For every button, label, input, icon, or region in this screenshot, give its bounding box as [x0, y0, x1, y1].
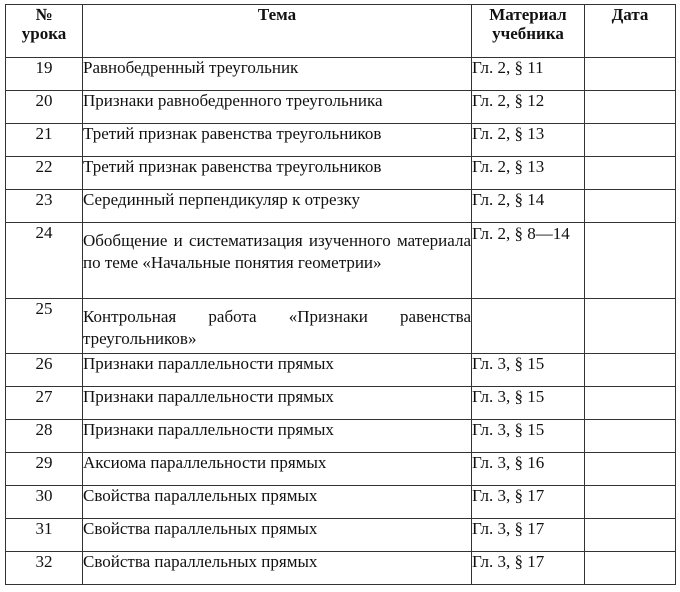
- table-row: [6, 91, 676, 124]
- header-date: Дата: [585, 5, 676, 58]
- table-row: [6, 190, 676, 223]
- topic-cell: Признаки равнобедренного треугольника: [83, 91, 472, 124]
- header-lesson-number: [6, 5, 83, 58]
- lesson-number-cell: 27: [6, 387, 83, 420]
- date-cell: [585, 453, 676, 486]
- material-cell: Гл. 3, § 17: [472, 552, 585, 585]
- date-cell: [585, 299, 676, 354]
- topic-cell: Свойства параллельных прямых: [83, 519, 472, 552]
- topic-cell: Контрольная работа «Признаки равенства треугольников»: [83, 299, 472, 354]
- topic-cell: Третий признак равенства треугольников: [83, 157, 472, 190]
- table-row: [6, 58, 676, 91]
- table-header-row: [6, 5, 676, 58]
- lesson-number-cell: 20: [6, 91, 83, 124]
- material-cell: Гл. 3, § 16: [472, 453, 585, 486]
- material-cell: Гл. 3, § 17: [472, 519, 585, 552]
- material-cell: Гл. 2, § 13: [472, 157, 585, 190]
- lesson-plan-table: [5, 4, 676, 585]
- material-cell: Гл. 3, § 17: [472, 486, 585, 519]
- header-material-line2: учебника: [492, 24, 564, 43]
- table-row: [6, 519, 676, 552]
- material-cell: Гл. 2, § 11: [472, 58, 585, 91]
- topic-cell: Признаки параллельности прямых: [83, 387, 472, 420]
- topic-cell: Аксиома параллельности прямых: [83, 453, 472, 486]
- date-cell: [585, 552, 676, 585]
- table-row: [6, 157, 676, 190]
- date-cell: [585, 519, 676, 552]
- table-row: [6, 354, 676, 387]
- lesson-number-cell: 30: [6, 486, 83, 519]
- date-cell: [585, 387, 676, 420]
- material-cell: Гл. 3, § 15: [472, 354, 585, 387]
- material-cell: Гл. 2, § 12: [472, 91, 585, 124]
- topic-cell: Третий признак равенства треугольников: [83, 124, 472, 157]
- table-row: [6, 387, 676, 420]
- date-cell: [585, 157, 676, 190]
- lesson-number-cell: 19: [6, 58, 83, 91]
- table-row: [6, 299, 676, 354]
- header-topic: Тема: [83, 5, 472, 58]
- table-row: [6, 486, 676, 519]
- lesson-number-cell: 29: [6, 453, 83, 486]
- lesson-number-cell: 24: [6, 223, 83, 299]
- table-row: [6, 124, 676, 157]
- header-lesson-number-line2: урока: [21, 24, 67, 43]
- topic-cell: Свойства параллельных прямых: [83, 486, 472, 519]
- lesson-number-cell: 22: [6, 157, 83, 190]
- topic-cell: Свойства параллельных прямых: [83, 552, 472, 585]
- lesson-number-cell: 21: [6, 124, 83, 157]
- lesson-number-cell: 31: [6, 519, 83, 552]
- table-row: [6, 552, 676, 585]
- header-material-line1: Материал: [489, 5, 567, 24]
- material-cell: Гл. 2, § 13: [472, 124, 585, 157]
- topic-cell: Признаки параллельности прямых: [83, 354, 472, 387]
- lesson-number-cell: 23: [6, 190, 83, 223]
- lesson-number-cell: 25: [6, 299, 83, 354]
- date-cell: [585, 124, 676, 157]
- date-cell: [585, 58, 676, 91]
- lesson-number-cell: 32: [6, 552, 83, 585]
- material-cell: Гл. 2, § 14: [472, 190, 585, 223]
- date-cell: [585, 420, 676, 453]
- table-row: [6, 453, 676, 486]
- topic-cell: Обобщение и систематизация изученного материала по теме «Начальные понятия геометрии»: [83, 223, 472, 299]
- lesson-number-cell: 28: [6, 420, 83, 453]
- date-cell: [585, 223, 676, 299]
- date-cell: [585, 190, 676, 223]
- topic-cell: Равнобедренный треугольник: [83, 58, 472, 91]
- date-cell: [585, 91, 676, 124]
- material-cell: Гл. 2, § 8—14: [472, 223, 585, 299]
- date-cell: [585, 354, 676, 387]
- material-cell: Гл. 3, § 15: [472, 420, 585, 453]
- table-row: [6, 223, 676, 299]
- topic-cell: Признаки параллельности прямых: [83, 420, 472, 453]
- table-row: [6, 420, 676, 453]
- topic-cell: Серединный перпендикуляр к отрезку: [83, 190, 472, 223]
- lesson-number-cell: 26: [6, 354, 83, 387]
- material-cell: Гл. 3, § 15: [472, 387, 585, 420]
- material-cell: [472, 299, 585, 354]
- header-lesson-number-line1: №: [35, 5, 53, 24]
- date-cell: [585, 486, 676, 519]
- header-material: [472, 5, 585, 58]
